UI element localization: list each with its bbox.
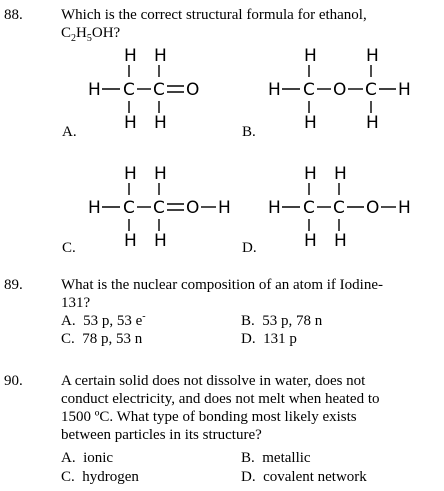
atom-h: H <box>88 198 101 218</box>
atom-h: H <box>398 198 411 218</box>
question-90-number: 90. <box>4 373 23 389</box>
atom-h: H <box>268 80 281 100</box>
atom-h: H <box>268 198 281 218</box>
q89-option-d[interactable] <box>241 331 297 348</box>
structure-c-svg <box>88 162 238 252</box>
choice-b-label: B. <box>242 124 256 140</box>
choice-c-label: C. <box>62 240 76 256</box>
option-label: A. <box>61 313 76 329</box>
option-label: B. <box>241 313 255 329</box>
atom-c: C <box>333 198 345 218</box>
atom-h: H <box>124 164 137 184</box>
option-text: hydrogen <box>82 469 139 485</box>
question-89-number: 89. <box>4 277 23 293</box>
option-text: 131 p <box>263 331 297 347</box>
option-label: B. <box>241 450 255 466</box>
atom-h: H <box>304 113 317 133</box>
atom-o: O <box>186 80 200 100</box>
question-89-prompt-line2: 131? <box>61 295 91 311</box>
atom-h: H <box>124 231 137 251</box>
structure-d-svg <box>268 162 418 252</box>
question-90-prompt-line4: between particles in its structure? <box>61 427 262 443</box>
atom-h: H <box>366 46 379 66</box>
choice-a-label: A. <box>62 124 77 140</box>
atom-c: C <box>153 198 165 218</box>
structure-c <box>88 162 238 257</box>
atom-h: H <box>88 80 101 100</box>
atom-h: H <box>398 80 411 100</box>
q89-option-c[interactable] <box>61 331 142 348</box>
atom-h: H <box>304 46 317 66</box>
atom-h: H <box>218 198 231 218</box>
question-90-prompt-line1: A certain solid does not dissolve in water, does not <box>61 373 366 389</box>
atom-h: H <box>154 46 167 66</box>
option-label: A. <box>61 450 76 466</box>
option-label: D. <box>241 469 256 485</box>
option-label: C. <box>61 331 75 347</box>
atom-c: C <box>365 80 377 100</box>
structure-a-svg <box>88 44 218 134</box>
option-text: covalent network <box>263 469 367 485</box>
q89-option-b[interactable] <box>241 313 322 330</box>
q90-option-a[interactable] <box>61 450 113 467</box>
q90-option-b[interactable] <box>241 450 311 467</box>
atom-h: H <box>154 164 167 184</box>
question-88-prompt-line2: $C_2H_5OH$? <box>61 25 121 44</box>
option-text: metallic <box>262 450 311 466</box>
atom-o: O <box>333 80 347 100</box>
q90-option-d[interactable] <box>241 469 367 486</box>
atom-o: O <box>366 198 380 218</box>
question-89-prompt-line1: What is the nuclear composition of an atom if Iodine- <box>61 277 383 293</box>
atom-c: C <box>303 198 315 218</box>
atom-h: H <box>304 231 317 251</box>
question-88-number: 88. <box>4 7 23 23</box>
structure-b-svg <box>268 44 418 134</box>
atom-h: H <box>154 231 167 251</box>
q90-option-c[interactable] <box>61 469 139 486</box>
option-label: D. <box>241 331 256 347</box>
atom-h: H <box>154 113 167 133</box>
atom-c: C <box>153 80 165 100</box>
atom-c: C <box>123 80 135 100</box>
option-label: C. <box>61 469 75 485</box>
atom-c: C <box>123 198 135 218</box>
atom-h: H <box>124 46 137 66</box>
option-superscript: - <box>142 311 146 322</box>
choice-d-label: D. <box>242 240 257 256</box>
option-text: 53 p, 78 n <box>262 313 323 329</box>
q89-option-a[interactable] <box>61 313 146 330</box>
atom-h: H <box>304 164 317 184</box>
question-90-prompt-line3: 1500 ºC. What type of bonding most likely exists <box>61 409 357 425</box>
option-text: 78 p, 53 n <box>82 331 143 347</box>
atom-h: H <box>334 164 347 184</box>
option-text: ionic <box>83 450 114 466</box>
question-88-prompt-line1: Which is the correct structural formula for ethanol, <box>61 7 367 23</box>
question-90-prompt-line2: conduct electricity, and does not melt when heated to <box>61 391 380 407</box>
structure-a <box>88 44 218 139</box>
atom-h: H <box>124 113 137 133</box>
atom-c: C <box>303 80 315 100</box>
atom-o: O <box>186 198 200 218</box>
option-text: 53 p, 53 e <box>83 313 143 329</box>
structure-b <box>268 44 418 139</box>
atom-h: H <box>366 113 379 133</box>
atom-h: H <box>334 231 347 251</box>
structure-d <box>268 162 418 257</box>
